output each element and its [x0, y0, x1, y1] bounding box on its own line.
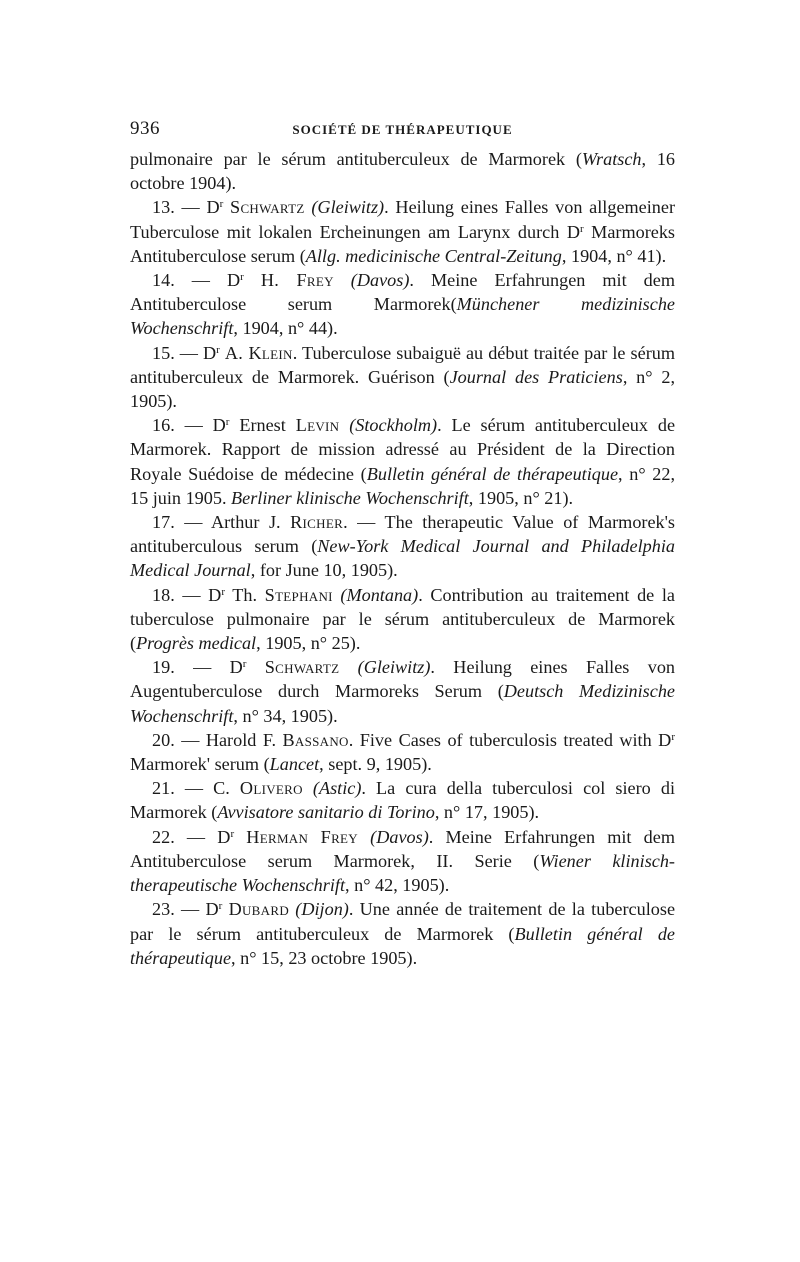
- author-place: (Davos): [370, 826, 429, 847]
- entry-number: 15. — D: [152, 342, 217, 363]
- journal-title: Avvisatore sanitario di Torino: [217, 802, 435, 823]
- journal-title: Wratsch: [581, 149, 642, 169]
- entry-22: [130, 825, 675, 898]
- text-run: , 16 octobre 1904).: [130, 149, 676, 194]
- author-name: H. Frey: [260, 270, 334, 291]
- entry-number: 16. — D: [152, 415, 226, 436]
- superscript: r: [218, 900, 223, 913]
- author-first-name: Th.: [232, 584, 265, 605]
- entry-18: [130, 583, 675, 656]
- author-name: Stephani: [264, 584, 333, 605]
- entry-number: 18. — D: [152, 584, 222, 605]
- text-run: , n° 22, 15 juin 1905.: [130, 463, 675, 508]
- text-run: pulmonaire par le sérum antituberculeux de Marmorek (: [130, 149, 582, 169]
- journal-title: New-York Medical Journal and Philadelphia Medical Journal: [130, 536, 675, 581]
- text-run: . Meine Erfahrungen mit dem Antituberculose serum Marmorek(: [130, 270, 675, 315]
- entry-number: 23. — D: [152, 899, 219, 920]
- author-place: (Montana): [340, 584, 419, 605]
- author-place: (Gleiwitz): [357, 657, 431, 678]
- superscript: r: [225, 416, 230, 429]
- superscript: r: [579, 222, 584, 235]
- author-place: (Stockholm): [349, 415, 438, 436]
- journal-title: Journal des Praticiens: [449, 366, 623, 387]
- journal-title: Deutsch Medizinische Wochenschrift: [130, 681, 675, 726]
- text-run: , n° 17, 1905).: [434, 802, 540, 823]
- journal-title: Wiener klinisch-therapeutische Wochenschrift: [130, 850, 675, 896]
- text-run: Marmorek' serum (: [130, 754, 270, 775]
- text-run: . La cura della tuberculosi col siero di Marmorek (: [130, 778, 676, 823]
- author-name: Herman Frey: [246, 826, 358, 847]
- superscript: r: [240, 271, 244, 284]
- entry-number: 22. — D: [152, 826, 231, 847]
- entry-number: 17. — Arthur J.: [152, 512, 291, 533]
- text-run: . Contribution au traitement de la tuberculose pulmonaire par le sérum antituberculeux de Marmorek (: [130, 584, 675, 654]
- author-name: Schwartz: [230, 197, 305, 218]
- entry-21: [130, 776, 675, 824]
- author-name: Levin: [295, 415, 340, 436]
- author-name: Olivero: [239, 778, 303, 799]
- entry-number: 21. — C.: [152, 778, 240, 799]
- entry-number: 14. — D: [152, 270, 241, 291]
- author-place: (Astic): [312, 778, 362, 799]
- text-run: . Tuberculose subaiguë au début traitée par le sérum antituberculeux de Marmorek. Guérison (: [130, 342, 675, 387]
- superscript: r: [242, 658, 247, 671]
- text-run: . Heilung eines Falles von allgemeiner Tuberculose mit lokalen Ercheinungen am Larynx durch D: [130, 197, 676, 242]
- entry-number: 20. — Harold F.: [152, 729, 283, 750]
- journal-title: Bulletin général de thérapeutique: [130, 923, 676, 968]
- entry-14: [130, 268, 675, 341]
- superscript: r: [230, 827, 235, 840]
- running-title: SOCIÉTÉ DE THÉRAPEUTIQUE: [292, 122, 513, 137]
- text-run: . Heilung eines Falles von Augentuberculose durch Marmoreks Serum (: [130, 657, 676, 702]
- text-run: . Le sérum antituberculeux de Marmorek. Rapport de mission adressé au Président de la Direction Royale Suédoise de médecine (: [130, 415, 676, 484]
- superscript: r: [671, 730, 675, 743]
- entry-number: 13. — D: [152, 197, 220, 218]
- text-run: . Five Cases of tuberculosis treated with D: [348, 729, 672, 750]
- author-name: A. Klein: [224, 342, 293, 363]
- text-run: , 1905, n° 21).: [468, 487, 574, 508]
- author-place: (Dijon): [295, 899, 349, 920]
- entry-number: 19. — D: [152, 657, 243, 678]
- journal-title: Allg. medicinische Central-Zeitung: [305, 245, 562, 266]
- author-name: Richer: [290, 512, 344, 533]
- author-place: (Davos): [350, 270, 410, 291]
- superscript: r: [219, 198, 224, 211]
- journal-title: Bulletin général de thérapeutique: [366, 463, 619, 484]
- entry-20: [130, 728, 675, 776]
- text-run: , n° 34, 1905).: [233, 705, 338, 726]
- text-run: , for June 10, 1905).: [250, 560, 398, 581]
- author-name: Schwartz: [264, 657, 340, 678]
- author-first-name: Ernest: [239, 415, 296, 436]
- journal-title: Berliner klinische Wochenschrift: [231, 487, 469, 508]
- text-run: , sept. 9, 1905).: [319, 754, 432, 775]
- journal-title: Münchener medizinische Wochenschrift: [130, 294, 675, 339]
- superscript: r: [221, 585, 225, 598]
- text-run: , 1904, n° 44).: [233, 318, 338, 339]
- author-place: (Gleiwitz): [311, 197, 385, 218]
- bibliography-text: [130, 147, 675, 970]
- entry-19: [130, 655, 675, 728]
- text-run: . Meine Erfahrungen mit dem Antituberculose serum Marmorek, II. Serie (: [130, 826, 675, 871]
- entry-23: [130, 897, 675, 970]
- text-run: , 1905, n° 25).: [256, 633, 361, 654]
- entry-17: [130, 510, 675, 583]
- text-run: Marmoreks Antituberculose serum (: [130, 221, 676, 266]
- text-run: , n° 2, 1905).: [130, 366, 675, 412]
- author-name: Bassano: [282, 729, 349, 750]
- text-run: , 1904, n° 41).: [561, 245, 667, 266]
- journal-title: Lancet: [269, 754, 320, 775]
- running-head: [130, 118, 675, 142]
- text-run: . — The therapeutic Value of Marmorek's antituberculous serum (: [130, 512, 676, 557]
- entry-13: [130, 195, 675, 268]
- text-run: , n° 42, 1905).: [345, 875, 450, 896]
- text-run: , n° 15, 23 octobre 1905).: [231, 947, 418, 968]
- continuation-paragraph: [130, 147, 675, 195]
- entry-16: [130, 413, 675, 510]
- author-name: Dubard: [228, 899, 290, 920]
- page-number: 936: [130, 118, 160, 139]
- journal-title: Progrès medical: [136, 633, 257, 654]
- text-run: . Une année de traitement de la tuberculose par le sérum antituberculeux de Marmorek (: [130, 899, 676, 944]
- superscript: r: [216, 343, 220, 356]
- entry-15: [130, 341, 675, 414]
